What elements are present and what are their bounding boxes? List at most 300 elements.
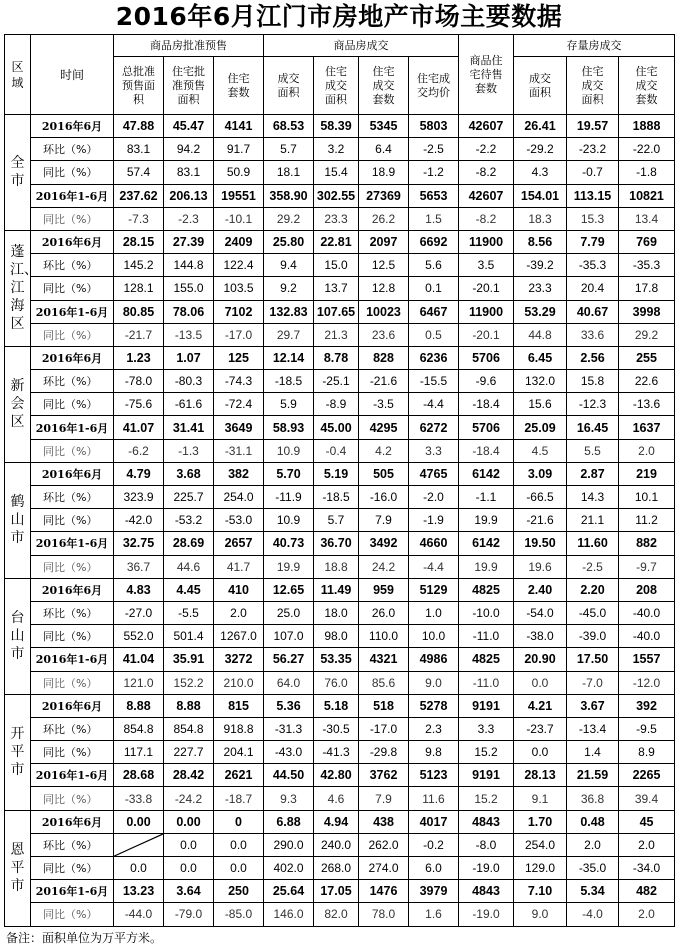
table-cell: -40.0 <box>619 601 675 624</box>
table-cell: 3.64 <box>164 880 214 903</box>
table-cell: 5345 <box>359 115 409 138</box>
row-label: 同比（%） <box>31 509 114 532</box>
table-cell: 3.67 <box>567 694 619 717</box>
region-name: 鹤山市 <box>5 462 31 578</box>
region-name: 开平市 <box>5 694 31 810</box>
row-label: 环比（%） <box>31 717 114 740</box>
table-cell: 10.0 <box>409 625 459 648</box>
table-cell: 250 <box>214 880 264 903</box>
table-cell: 144.8 <box>164 254 214 277</box>
footnote: 备注：面积单位为万平方米。 <box>6 931 163 945</box>
table-cell: 268.0 <box>314 857 359 880</box>
table-cell: -16.0 <box>359 486 409 509</box>
row-label: 同比（%） <box>31 555 114 578</box>
table-cell: -1.1 <box>459 486 514 509</box>
table-cell: 0 <box>214 810 264 833</box>
empty-diagonal-cell <box>114 833 164 856</box>
table-cell: -1.2 <box>409 161 459 184</box>
table-cell: 9.3 <box>264 787 314 810</box>
region-name: 新会区 <box>5 346 31 462</box>
table-row <box>5 578 675 601</box>
table-cell: -1.9 <box>409 509 459 532</box>
table-cell: -27.0 <box>114 601 164 624</box>
table-cell: -12.3 <box>567 393 619 416</box>
table-cell: -11.0 <box>459 671 514 694</box>
table-cell: 19.9 <box>459 555 514 578</box>
header-group-presale: 商品房批准预售 <box>114 35 264 57</box>
page-title: 2016年6月江门市房地产市场主要数据 <box>115 2 563 31</box>
table-cell: 19.57 <box>567 115 619 138</box>
table-cell: -21.7 <box>114 323 164 346</box>
row-label: 同比（%） <box>31 741 114 764</box>
table-cell: 26.2 <box>359 207 409 230</box>
table-cell: 13.23 <box>114 880 164 903</box>
column-header: 成交面积 <box>514 57 567 115</box>
table-cell: 208 <box>619 578 675 601</box>
table-cell: 129.0 <box>514 857 567 880</box>
column-header: 住宅批准预售面积 <box>164 57 214 115</box>
table-cell: -10.0 <box>459 601 514 624</box>
table-cell: -9.5 <box>619 717 675 740</box>
table-cell: -7.0 <box>567 671 619 694</box>
column-header: 住宅成交面积 <box>567 57 619 115</box>
table-cell: 2.0 <box>567 833 619 856</box>
table-cell: 4.3 <box>514 161 567 184</box>
table-cell: 4843 <box>459 880 514 903</box>
table-cell: -2.5 <box>409 138 459 161</box>
table-cell: 20.90 <box>514 648 567 671</box>
row-label: 2016年6月 <box>31 578 114 601</box>
table-cell: -78.0 <box>114 370 164 393</box>
row-label: 2016年6月 <box>31 230 114 253</box>
table-cell: -2.3 <box>164 207 214 230</box>
table-cell: 33.6 <box>567 323 619 346</box>
table-cell: 10023 <box>359 300 409 323</box>
table-cell: -30.5 <box>314 717 359 740</box>
row-label: 2016年6月 <box>31 462 114 485</box>
table-cell: 14.3 <box>567 486 619 509</box>
table-cell: 0.1 <box>409 277 459 300</box>
table-cell: 0.0 <box>114 857 164 880</box>
table-cell: 145.2 <box>114 254 164 277</box>
table-row <box>5 903 675 926</box>
table-cell: 5129 <box>409 578 459 601</box>
table-cell: 24.2 <box>359 555 409 578</box>
table-cell: -23.7 <box>514 717 567 740</box>
table-cell: 57.4 <box>114 161 164 184</box>
table-cell: 1.5 <box>409 207 459 230</box>
table-cell: 5653 <box>409 184 459 207</box>
table-cell: -13.6 <box>619 393 675 416</box>
table-cell: 501.4 <box>164 625 214 648</box>
table-cell: 5.7 <box>264 138 314 161</box>
table-cell: 3.3 <box>459 717 514 740</box>
table-row <box>5 509 675 532</box>
table-cell: 121.0 <box>114 671 164 694</box>
row-label: 2016年1-6月 <box>31 880 114 903</box>
table-cell: -4.0 <box>567 903 619 926</box>
table-cell: 2.40 <box>514 578 567 601</box>
table-cell: 959 <box>359 578 409 601</box>
table-cell: 18.9 <box>359 161 409 184</box>
table-cell: 4986 <box>409 648 459 671</box>
table-cell: -4.4 <box>409 555 459 578</box>
table-cell: 155.0 <box>164 277 214 300</box>
table-cell: 8.9 <box>619 741 675 764</box>
table-cell: 58.39 <box>314 115 359 138</box>
table-cell: 4.2 <box>359 439 409 462</box>
table-cell: -12.0 <box>619 671 675 694</box>
table-cell: -13.4 <box>567 717 619 740</box>
table-cell: -79.0 <box>164 903 214 926</box>
table-cell: 15.4 <box>314 161 359 184</box>
table-cell: 10.9 <box>264 509 314 532</box>
table-cell: -18.5 <box>264 370 314 393</box>
table-cell: 35.91 <box>164 648 214 671</box>
column-header: 住宅成交均价 <box>409 57 459 115</box>
row-label: 2016年1-6月 <box>31 532 114 555</box>
row-label: 同比（%） <box>31 625 114 648</box>
table-row <box>5 857 675 880</box>
table-cell: 53.29 <box>514 300 567 323</box>
table-cell: 8.78 <box>314 346 359 369</box>
table-cell: 152.2 <box>164 671 214 694</box>
table-row <box>5 254 675 277</box>
table-cell: 29.2 <box>619 323 675 346</box>
table-cell: 4.79 <box>114 462 164 485</box>
table-cell: 2097 <box>359 230 409 253</box>
table-cell: 918.8 <box>214 717 264 740</box>
table-cell: 44.50 <box>264 764 314 787</box>
table-cell: 5.7 <box>314 509 359 532</box>
table-cell: 4825 <box>459 578 514 601</box>
table-cell: 6.4 <box>359 138 409 161</box>
table-cell: -29.8 <box>359 741 409 764</box>
table-cell: 9.8 <box>409 741 459 764</box>
header-group-trade: 商品房成交 <box>264 35 459 57</box>
table-cell: 6.88 <box>264 810 314 833</box>
table-cell: 0.00 <box>164 810 214 833</box>
table-cell: 9.0 <box>409 671 459 694</box>
table-cell: 5.5 <box>567 439 619 462</box>
table-cell: 854.8 <box>114 717 164 740</box>
table-cell: -1.8 <box>619 161 675 184</box>
table-cell: -17.0 <box>214 323 264 346</box>
table-cell: 3.2 <box>314 138 359 161</box>
table-cell: 154.01 <box>514 184 567 207</box>
table-cell: 552.0 <box>114 625 164 648</box>
table-cell: 28.68 <box>114 764 164 787</box>
table-cell: 2.3 <box>409 717 459 740</box>
table-cell: -35.3 <box>567 254 619 277</box>
table-cell: -8.2 <box>459 161 514 184</box>
table-cell: -6.2 <box>114 439 164 462</box>
region-name: 恩平市 <box>5 810 31 926</box>
table-cell: 18.0 <box>314 601 359 624</box>
table-cell: -38.0 <box>514 625 567 648</box>
table-row <box>5 462 675 485</box>
table-cell: 6692 <box>409 230 459 253</box>
table-cell: 1557 <box>619 648 675 671</box>
row-label: 同比（%） <box>31 903 114 926</box>
diagonal-slash <box>114 834 163 856</box>
table-cell: 482 <box>619 880 675 903</box>
table-cell: 5.70 <box>264 462 314 485</box>
table-cell: 3492 <box>359 532 409 555</box>
table-row <box>5 625 675 648</box>
row-label: 2016年1-6月 <box>31 300 114 323</box>
table-cell: 7.9 <box>359 509 409 532</box>
table-cell: 107.0 <box>264 625 314 648</box>
row-label: 2016年6月 <box>31 694 114 717</box>
header-region: 区域 <box>5 35 31 115</box>
table-cell: 31.41 <box>164 416 214 439</box>
table-cell: 15.0 <box>314 254 359 277</box>
table-cell: 815 <box>214 694 264 717</box>
table-cell: 5278 <box>409 694 459 717</box>
table-cell: -8.0 <box>459 833 514 856</box>
table-cell: 98.0 <box>314 625 359 648</box>
table-cell: -2.0 <box>409 486 459 509</box>
table-cell: 1476 <box>359 880 409 903</box>
table-row <box>5 393 675 416</box>
table-cell: 4141 <box>214 115 264 138</box>
table-cell: 78.0 <box>359 903 409 926</box>
table-cell: 7.9 <box>359 787 409 810</box>
table-cell: 45.00 <box>314 416 359 439</box>
table-cell: 9.2 <box>264 277 314 300</box>
table-cell: 27.39 <box>164 230 214 253</box>
table-cell: 302.55 <box>314 184 359 207</box>
table-cell: -2.5 <box>567 555 619 578</box>
table-cell: -31.1 <box>214 439 264 462</box>
table-cell: 110.0 <box>359 625 409 648</box>
table-cell: -39.0 <box>567 625 619 648</box>
table-cell: 4660 <box>409 532 459 555</box>
table-cell: 12.14 <box>264 346 314 369</box>
table-cell: 26.0 <box>359 601 409 624</box>
table-cell: -4.4 <box>409 393 459 416</box>
table-cell: -35.0 <box>567 857 619 880</box>
table-cell: 17.50 <box>567 648 619 671</box>
table-cell: 11.60 <box>567 532 619 555</box>
table-cell: 382 <box>214 462 264 485</box>
table-cell: 1888 <box>619 115 675 138</box>
table-cell: 6142 <box>459 462 514 485</box>
table-row <box>5 532 675 555</box>
table-row <box>5 370 675 393</box>
table-cell: 4295 <box>359 416 409 439</box>
row-label: 2016年1-6月 <box>31 184 114 207</box>
table-cell: 4.45 <box>164 578 214 601</box>
table-cell: 19.6 <box>514 555 567 578</box>
table-cell: 0.00 <box>114 810 164 833</box>
table-cell: 9191 <box>459 694 514 717</box>
row-label: 同比（%） <box>31 393 114 416</box>
table-cell: -43.0 <box>264 741 314 764</box>
table-cell: -18.7 <box>214 787 264 810</box>
row-label: 2016年1-6月 <box>31 648 114 671</box>
table-cell: 23.3 <box>514 277 567 300</box>
row-label: 2016年6月 <box>31 115 114 138</box>
header-group-stock: 存量房成交 <box>514 35 675 57</box>
table-cell: 56.27 <box>264 648 314 671</box>
table-cell: 206.13 <box>164 184 214 207</box>
table-cell: 29.7 <box>264 323 314 346</box>
table-cell: 4.5 <box>514 439 567 462</box>
table-cell: 5706 <box>459 416 514 439</box>
table-cell: -40.0 <box>619 625 675 648</box>
table-cell: 2265 <box>619 764 675 787</box>
table-cell: 5123 <box>409 764 459 787</box>
row-label: 同比（%） <box>31 439 114 462</box>
table-cell: 4017 <box>409 810 459 833</box>
table-cell: 122.4 <box>214 254 264 277</box>
table-cell: -61.6 <box>164 393 214 416</box>
column-header: 总批准预售面积 <box>114 57 164 115</box>
table-cell: -13.5 <box>164 323 214 346</box>
table-cell: 2.0 <box>619 833 675 856</box>
table-cell: 7.10 <box>514 880 567 903</box>
table-cell: 240.0 <box>314 833 359 856</box>
table-cell: 9.4 <box>264 254 314 277</box>
table-cell: 1.4 <box>567 741 619 764</box>
table-cell: -18.5 <box>314 486 359 509</box>
table-cell: 518 <box>359 694 409 717</box>
row-label: 环比（%） <box>31 370 114 393</box>
table-cell: -8.9 <box>314 393 359 416</box>
column-header: 住宅套数 <box>214 57 264 115</box>
table-cell: -34.0 <box>619 857 675 880</box>
table-cell: -11.9 <box>264 486 314 509</box>
table-cell: -24.2 <box>164 787 214 810</box>
table-row <box>5 787 675 810</box>
table-cell: 4.83 <box>114 578 164 601</box>
table-cell: -15.5 <box>409 370 459 393</box>
table-cell: 204.1 <box>214 741 264 764</box>
table-cell: 255 <box>619 346 675 369</box>
table-cell: 36.7 <box>114 555 164 578</box>
table-cell: 36.8 <box>567 787 619 810</box>
table-cell: -18.4 <box>459 439 514 462</box>
table-row <box>5 764 675 787</box>
table-cell: 262.0 <box>359 833 409 856</box>
table-cell: 27369 <box>359 184 409 207</box>
table-cell: 2.0 <box>619 439 675 462</box>
table-cell: 0.0 <box>214 833 264 856</box>
table-cell: 4321 <box>359 648 409 671</box>
table-cell: -17.0 <box>359 717 409 740</box>
table-cell: 274.0 <box>359 857 409 880</box>
row-label: 同比（%） <box>31 277 114 300</box>
table-cell: -8.2 <box>459 207 514 230</box>
table-cell: 769 <box>619 230 675 253</box>
table-row <box>5 277 675 300</box>
table-cell: 83.1 <box>164 161 214 184</box>
table-cell: 25.09 <box>514 416 567 439</box>
table-cell: -41.3 <box>314 741 359 764</box>
table-cell: 18.3 <box>514 207 567 230</box>
table-cell: 438 <box>359 810 409 833</box>
table-row <box>5 161 675 184</box>
row-label: 同比（%） <box>31 161 114 184</box>
header-time: 时间 <box>31 35 114 115</box>
table-row <box>5 741 675 764</box>
table-cell: 5.34 <box>567 880 619 903</box>
table-cell: 5.36 <box>264 694 314 717</box>
table-cell: 113.15 <box>567 184 619 207</box>
table-cell: 882 <box>619 532 675 555</box>
table-cell: 16.45 <box>567 416 619 439</box>
table-cell: 6236 <box>409 346 459 369</box>
table-cell: 21.1 <box>567 509 619 532</box>
table-cell: 8.88 <box>164 694 214 717</box>
table-cell: 91.7 <box>214 138 264 161</box>
table-cell: -2.2 <box>459 138 514 161</box>
table-cell: -11.0 <box>459 625 514 648</box>
table-cell: 18.1 <box>264 161 314 184</box>
table-cell: 219 <box>619 462 675 485</box>
table-cell: 0.5 <box>409 323 459 346</box>
table-cell: -7.3 <box>114 207 164 230</box>
table-cell: 3762 <box>359 764 409 787</box>
table-cell: 2.20 <box>567 578 619 601</box>
table-row <box>5 833 675 856</box>
table-cell: 0.48 <box>567 810 619 833</box>
row-label: 环比（%） <box>31 833 114 856</box>
table-cell: -0.7 <box>567 161 619 184</box>
table-cell: 44.8 <box>514 323 567 346</box>
table-row <box>5 810 675 833</box>
table-cell: 28.69 <box>164 532 214 555</box>
table-cell: -53.2 <box>164 509 214 532</box>
table-cell: 402.0 <box>264 857 314 880</box>
table-cell: -22.0 <box>619 138 675 161</box>
table-cell: -72.4 <box>214 393 264 416</box>
table-cell: 32.75 <box>114 532 164 555</box>
table-cell: 6142 <box>459 532 514 555</box>
table-cell: 41.04 <box>114 648 164 671</box>
table-cell: 78.06 <box>164 300 214 323</box>
row-label: 2016年1-6月 <box>31 416 114 439</box>
table-cell: 45.47 <box>164 115 214 138</box>
table-cell: 5.18 <box>314 694 359 717</box>
table-cell: -35.3 <box>619 254 675 277</box>
table-cell: 5803 <box>409 115 459 138</box>
table-cell: 8.56 <box>514 230 567 253</box>
table-cell: 28.13 <box>514 764 567 787</box>
table-cell: 0.0 <box>164 857 214 880</box>
row-label: 2016年6月 <box>31 346 114 369</box>
table-cell: 237.62 <box>114 184 164 207</box>
table-cell: -20.1 <box>459 277 514 300</box>
table-cell: 0.0 <box>214 857 264 880</box>
table-cell: 227.7 <box>164 741 214 764</box>
table-cell: 85.6 <box>359 671 409 694</box>
table-cell: 6467 <box>409 300 459 323</box>
table-cell: 80.85 <box>114 300 164 323</box>
table-cell: -9.7 <box>619 555 675 578</box>
region-name: 蓬江、江海区 <box>5 230 31 346</box>
table-cell: 28.15 <box>114 230 164 253</box>
table-row <box>5 671 675 694</box>
table-cell: 19551 <box>214 184 264 207</box>
table-cell: 18.8 <box>314 555 359 578</box>
table-cell: 254.0 <box>514 833 567 856</box>
table-cell: 210.0 <box>214 671 264 694</box>
table-row <box>5 648 675 671</box>
table-cell: 1.23 <box>114 346 164 369</box>
